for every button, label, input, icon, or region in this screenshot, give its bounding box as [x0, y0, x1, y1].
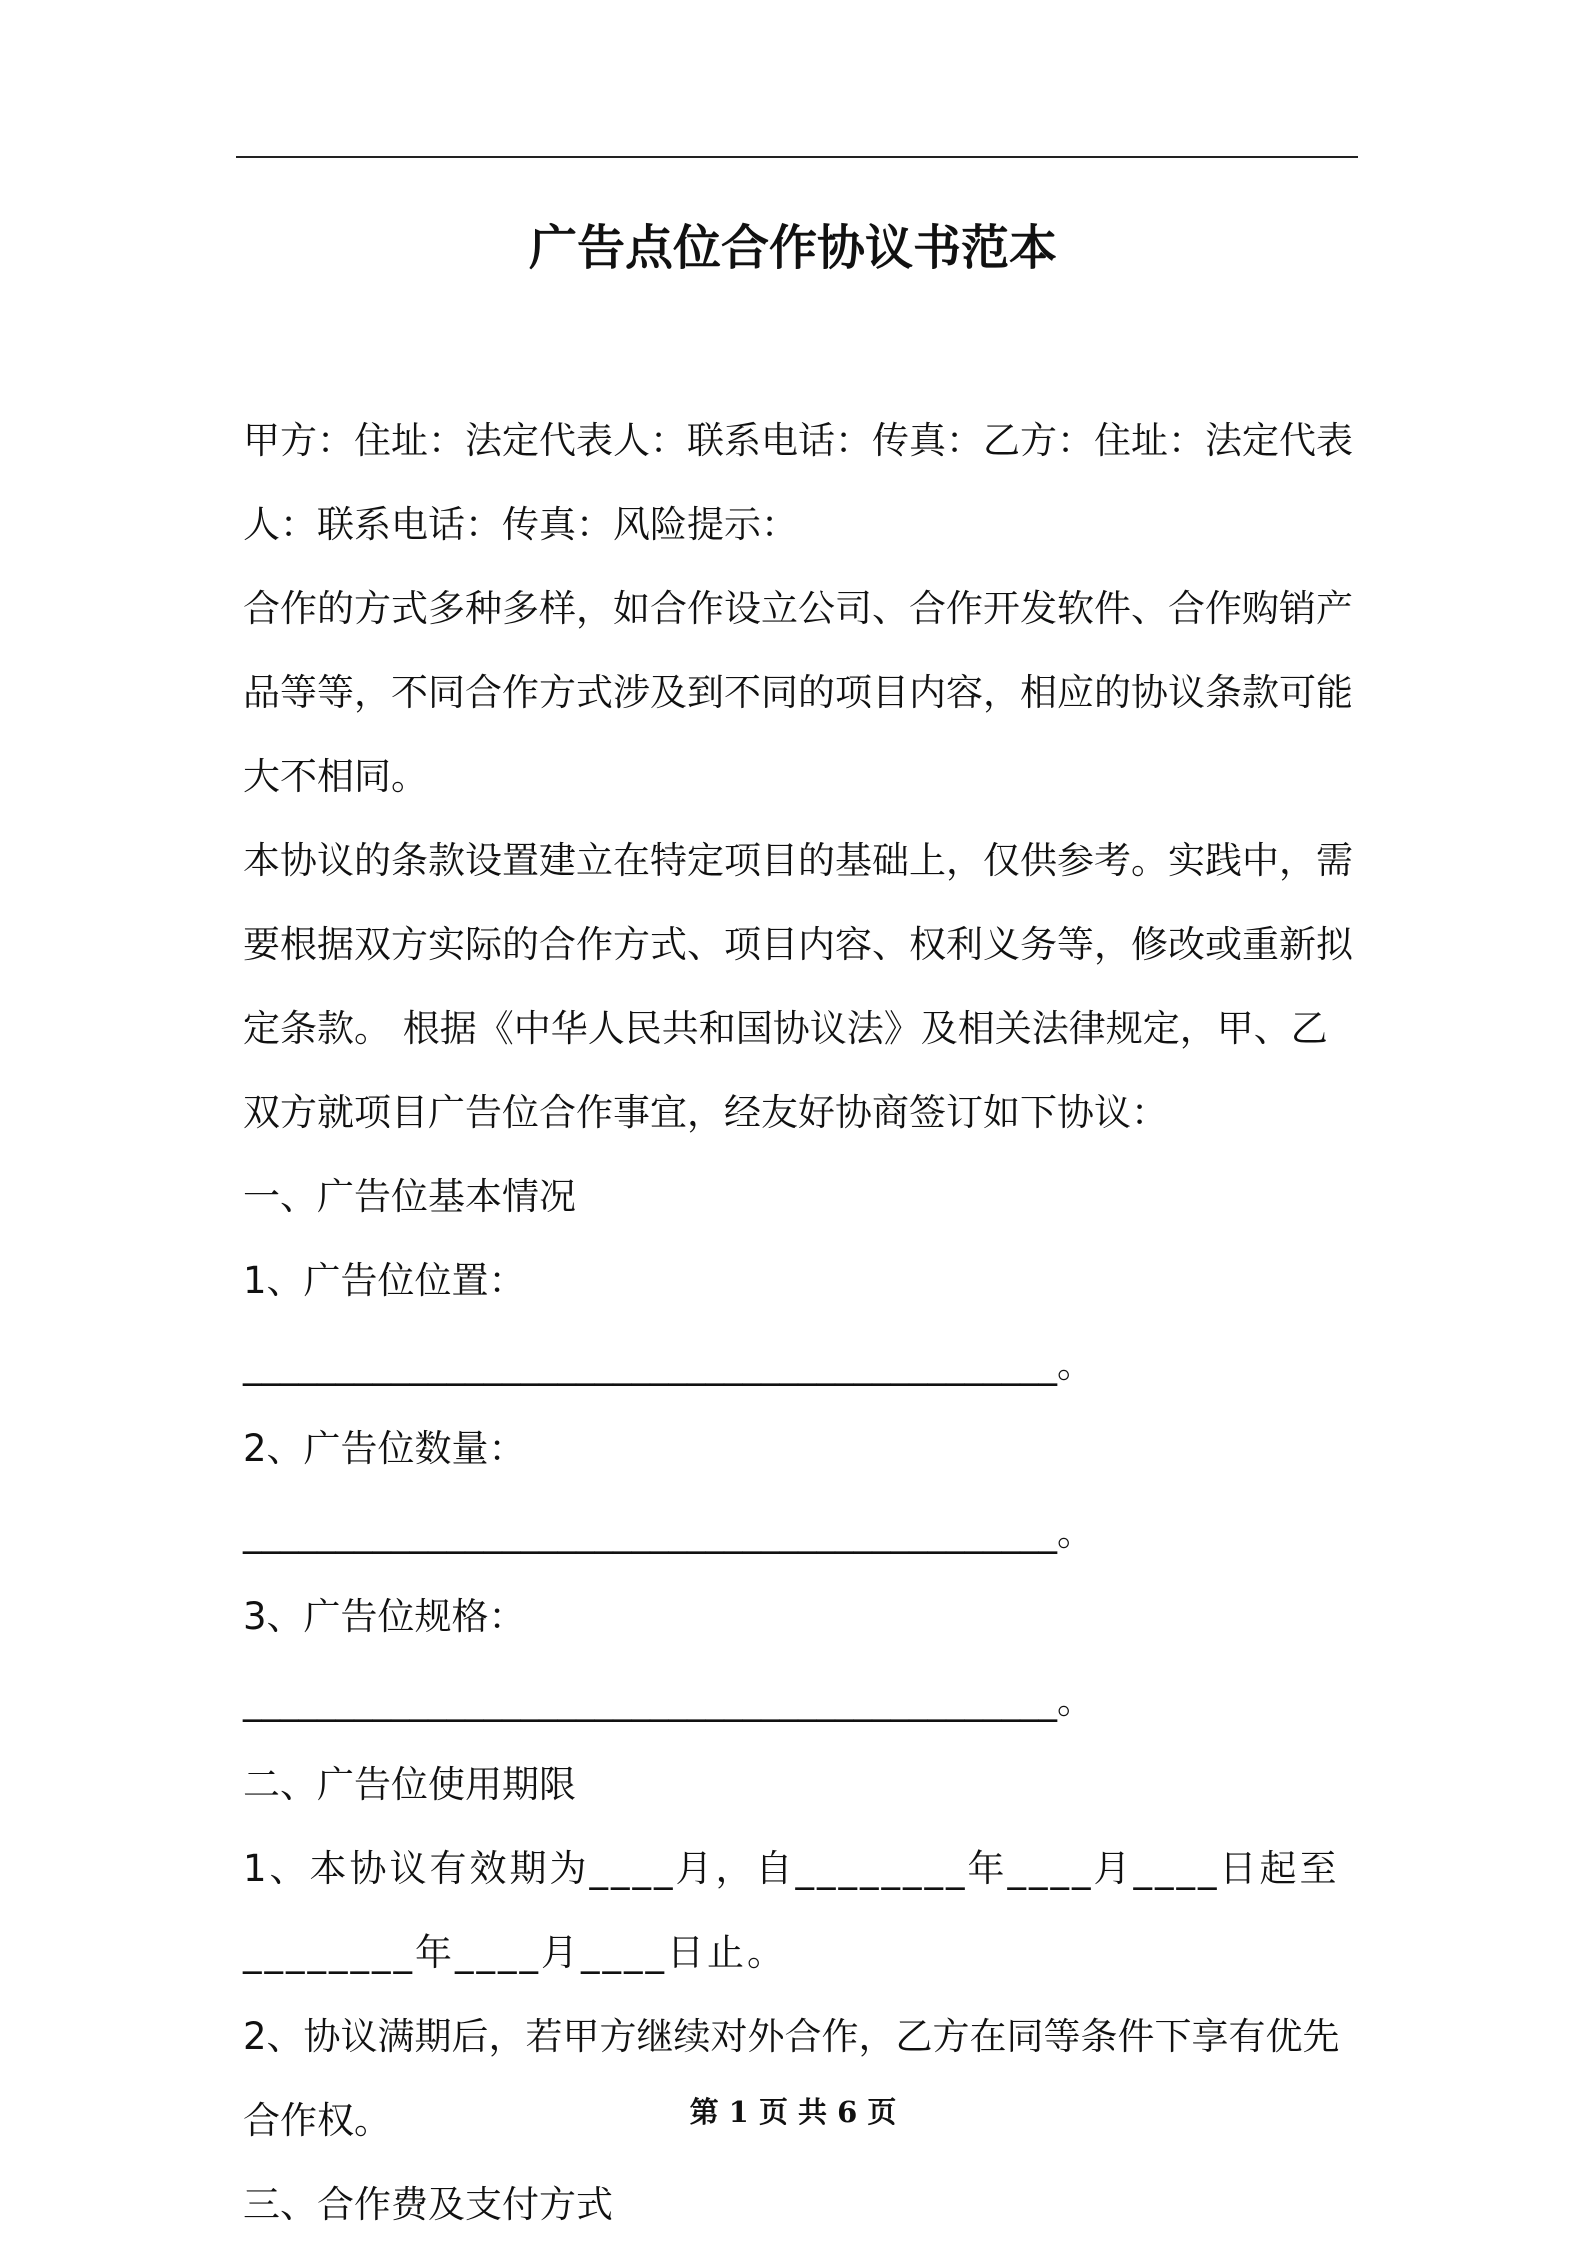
clause-2-2: 2、协议满期后，若甲方继续对外合作，乙方在同等条件下享有优先合作权。	[243, 2015, 1340, 2142]
clause-1-1: 1、广告位位置：____________________________________________。	[243, 1259, 1094, 1386]
clause-1-3: 3、广告位规格：____________________________________________。	[243, 1595, 1094, 1722]
parties-paragraph: 甲方：住址：法定代表人：联系电话：传真：乙方：住址：法定代表人：联系电话：传真：风险提示：	[243, 419, 1353, 546]
page-number: 第 1 页 共 6 页	[689, 2095, 897, 2129]
document-title: 广告点位合作协议书范本	[528, 220, 1057, 276]
document-body	[243, 399, 1356, 2247]
clause-1-2: 2、广告位数量：____________________________________________。	[243, 1427, 1094, 1554]
section-heading-3: 三、合作费及支付方式	[243, 2183, 613, 2226]
reference-paragraph: 本协议的条款设置建立在特定项目的基础上，仅供参考。实践中，需要根据双方实际的合作方式、项目内容、权利义务等，修改或重新拟定条款。 根据《中华人民共和国协议法》及相关法律规定，甲、乙双方就项目广告位合作事宜，经友好协商签订如下协议：	[243, 839, 1353, 1134]
clause-2-1: 1、本协议有效期为____月，自________年____月____日起至________年____月____日止。	[243, 1847, 1340, 1974]
section-heading-2: 二、广告位使用期限	[243, 1763, 576, 1806]
risk-note-paragraph: 合作的方式多种多样，如合作设立公司、合作开发软件、合作购销产品等等，不同合作方式涉及到不同的项目内容，相应的协议条款可能大不相同。	[243, 587, 1353, 798]
header-rule	[236, 156, 1358, 158]
section-heading-1: 一、广告位基本情况	[243, 1175, 576, 1218]
